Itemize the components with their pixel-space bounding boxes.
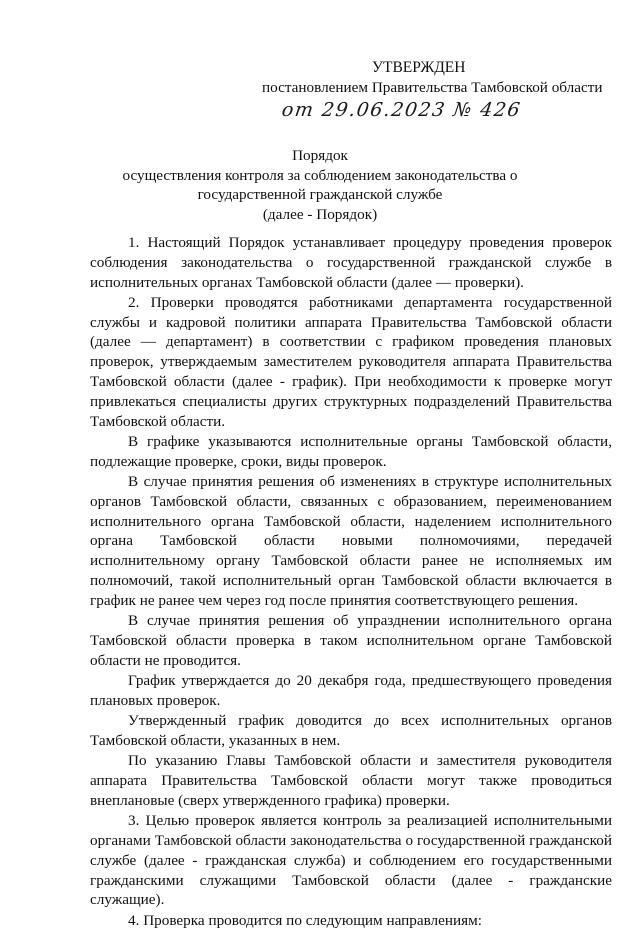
paragraph: В графике указываются исполнительные органы Тамбовской области, подлежащие проверке, сроки, виды проверок. (90, 432, 612, 470)
paragraph: 4. Проверка проводится по следующим направлениям: (128, 911, 482, 929)
paragraph: По указанию Главы Тамбовской области и заместителя руководителя аппарата Правительства Тамбовской области могут также проводиться внеплановые (сверх утвержденного графика) проверки. (90, 752, 612, 809)
document-body (90, 233, 612, 930)
handwritten-date-number: от 29.06.2023 № 426 (280, 99, 523, 121)
approval-title: УТВЕРЖДЕН (372, 59, 466, 76)
document-title (90, 146, 550, 224)
paragraph: Утвержденный график доводится до всех исполнительных органов Тамбовской области, указанных в нем. (90, 712, 612, 749)
paragraph: В случае принятия решения об упразднении исполнительного органа Тамбовской области проверка в таком исполнительном органе Тамбовской области не проводится. (90, 612, 612, 669)
document-title-line2: осуществления контроля за соблюдением законодательства о (122, 166, 518, 184)
paragraph: 1. Настоящий Порядок устанавливает процедуру проведения проверок соблюдения законодательства о государственной гражданской службе в исполнительных органах Тамбовской области (далее — проверки). (90, 234, 612, 291)
document-title-line3: государственной гражданской службе (197, 186, 443, 203)
approval-line: постановлением Правительства Тамбовской области (262, 79, 603, 96)
approval-block (262, 58, 622, 122)
paragraph: График утверждается до 20 декабря года, предшествующего проведения плановых проверок. (90, 672, 612, 709)
paragraph: В случае принятия решения об изменениях в структуре исполнительных органов Тамбовской области, связанных с образованием, переименованием исполнительного органа Тамбовской области, наделением исполнительного органа Тамбовской области новыми полномочиями, передачей исполнительному органу Тамбовской области ранее не исполняемых им полномочий, такой исполнительный орган Тамбовской области включается в график не ранее чем через год после принятия соответствующего решения. (90, 473, 612, 609)
paragraph: 3. Целью проверок является контроль за реализацией исполнительными органами Тамбовской области законодательства о государственной гражданской службе (далее - гражданская служба) и соблюдением его государственными гражданскими служащими Тамбовской области (далее - гражданские служащие). (90, 812, 612, 909)
document-title-line4: (далее - Порядок) (262, 205, 378, 223)
document-title-line1: Порядок (292, 147, 348, 164)
paragraph: 2. Проверки проводятся работниками департамента государственной службы и кадровой политики аппарата Правительства Тамбовской области (далее — департамент) в соответствии с графиком проведения плановых проверок, утверждаемым заместителем руководителя аппарата Правительства Тамбовской области (далее - график). При необходимости к проверке могут привлекаться специалисты других структурных подразделений Правительства Тамбовской области. (90, 293, 612, 430)
